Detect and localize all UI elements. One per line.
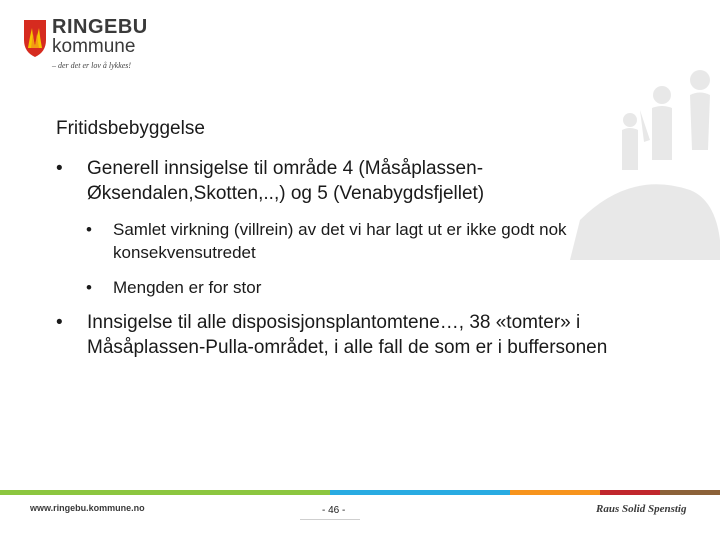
- footer-bar-segment: [450, 490, 510, 495]
- shield-icon: [22, 18, 48, 58]
- logo-subtitle: kommune: [52, 36, 136, 57]
- logo-tagline: – der det er lov å lykkes!: [52, 61, 132, 70]
- footer-bar-segment: [0, 490, 250, 495]
- list-item-text: Generell innsigelse til område 4 (Måsåplassen-Øksendalen,Skotten,..,) og 5 (Venabygdsfjellet): [87, 158, 485, 204]
- footer-bar-segment: [330, 490, 450, 495]
- sub-list-item-text: Samlet virkning (villrein) av det vi har lagt ut er ikke godt nok konsekvensutredet: [113, 220, 567, 262]
- bullet-icon: •: [86, 220, 92, 239]
- bullet-icon: •: [86, 278, 92, 297]
- sub-list-item-text: Mengden er for stor: [113, 278, 262, 297]
- bullet-icon: •: [56, 158, 63, 179]
- page-number: - 46 -: [322, 505, 346, 516]
- page-number-underline: [300, 519, 360, 520]
- footer-bar-segment: [660, 490, 720, 495]
- sub-list-item: [86, 218, 666, 264]
- list-item: [56, 310, 676, 360]
- footer-bar-segment: [600, 490, 660, 495]
- footer-bar-segment: [250, 490, 330, 495]
- sub-list-item: [86, 276, 666, 299]
- footer-color-bar: [0, 490, 720, 495]
- list-item-text: Innsigelse til alle disposisjonsplantomtene…, 38 «tomter» i Måsåplassen-Pulla-området, i alle fall de som er i buffersonen: [87, 312, 608, 358]
- footer-slogan: Raus Solid Spenstig: [596, 503, 687, 515]
- slide-title: Fritidsbebyggelse: [56, 118, 205, 139]
- logo-name: RINGEBU: [52, 16, 148, 38]
- footer-bar-segment: [510, 490, 600, 495]
- list-item: [56, 156, 676, 206]
- bullet-icon: •: [56, 312, 63, 333]
- ringebu-logo: [22, 14, 162, 74]
- footer-url-link[interactable]: www.ringebu.kommune.no: [30, 503, 145, 513]
